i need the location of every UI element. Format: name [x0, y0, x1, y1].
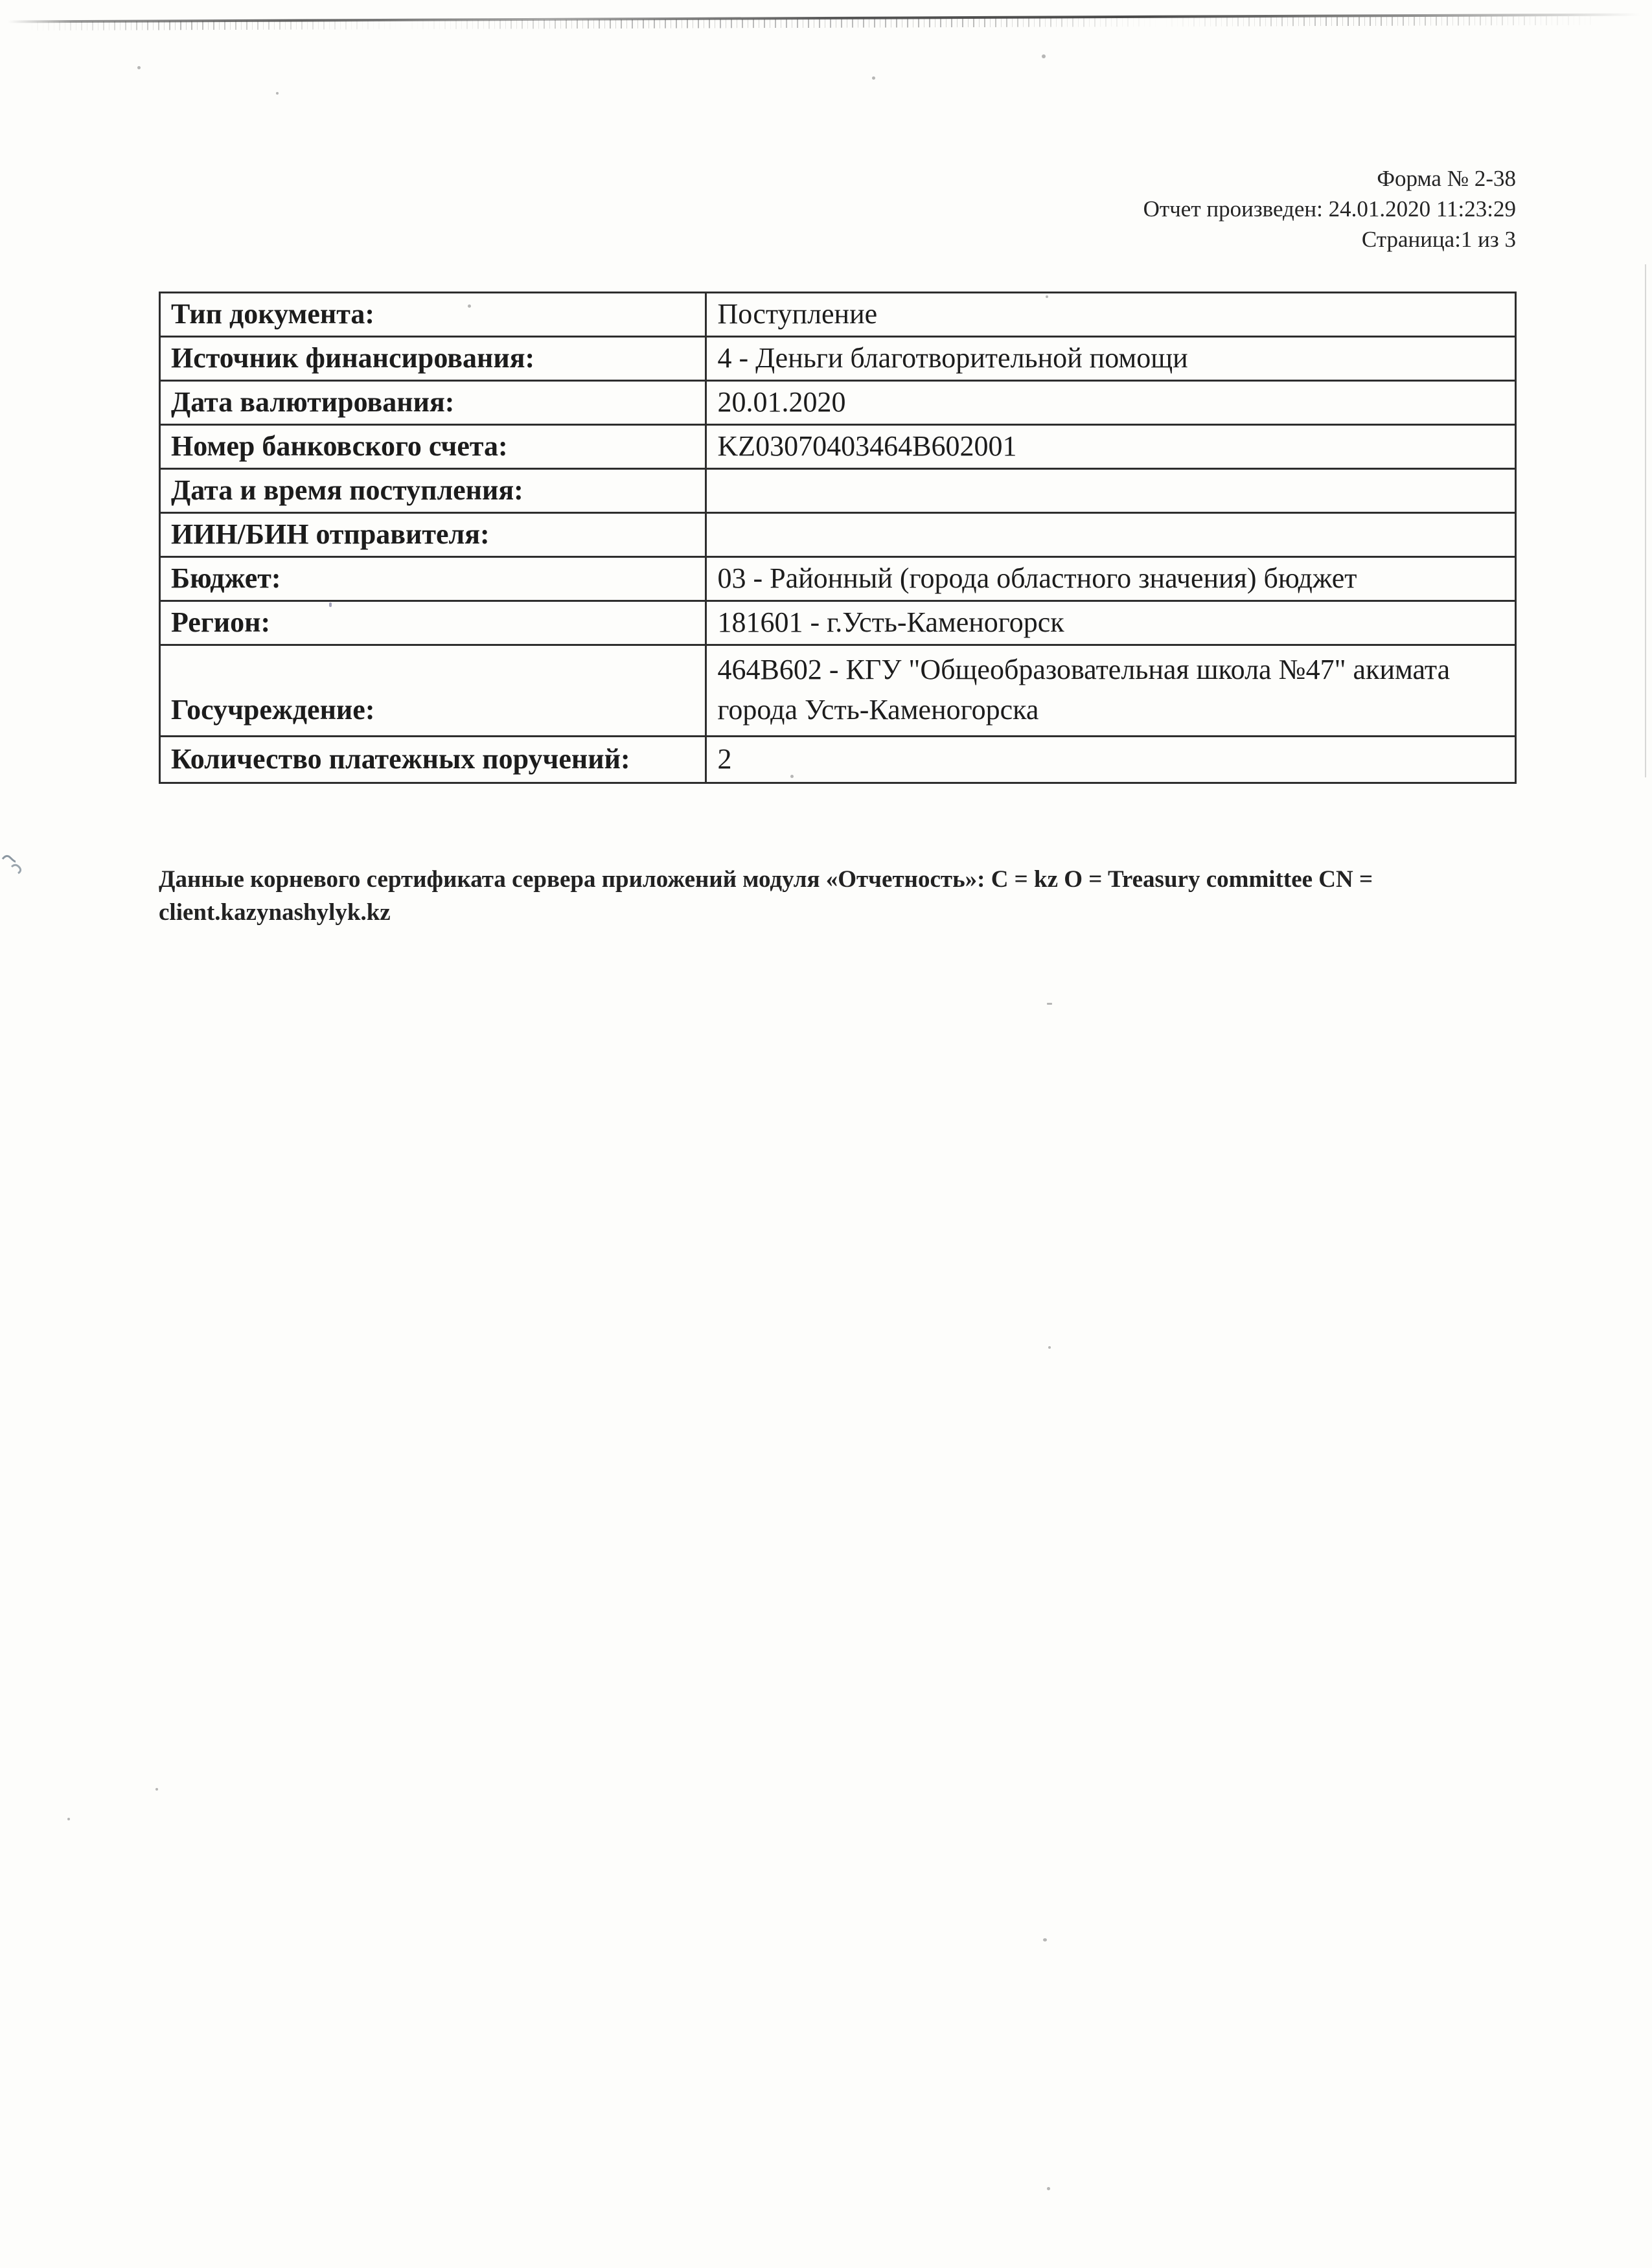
row-value — [706, 513, 1516, 557]
row-value: Поступление — [706, 293, 1516, 337]
certificate-note: Данные корневого сертификата сервера приложений модуля «Отчетность»: C = kz O = Treasury committee CN = client.kazynashylyk.kz — [159, 866, 1373, 926]
row-label: Бюджет: — [160, 557, 706, 601]
scan-noise-speck — [872, 76, 875, 80]
row-value: 464B602 - КГУ "Общеобразовательная школа №47" акимата города Усть-Каменогорска — [706, 645, 1516, 737]
report-header — [1143, 163, 1516, 255]
scanner-artifact-right-line — [1645, 264, 1646, 777]
scan-noise-speck — [1047, 2187, 1050, 2190]
table-row-receipt-datetime — [160, 469, 1516, 513]
scan-noise-speck — [67, 1818, 70, 1820]
scan-noise-speck — [1046, 295, 1048, 298]
scan-noise-speck — [1043, 1938, 1047, 1942]
row-label: ИИН/БИН отправителя: — [160, 513, 706, 557]
page-indicator: Страница:1 из 3 — [1361, 227, 1516, 252]
row-label: Дата валютирования: — [160, 381, 706, 425]
row-value: 4 - Деньги благотворительной помощи — [706, 337, 1516, 381]
row-label: Тип документа: — [160, 293, 706, 337]
scan-noise-speck — [137, 66, 141, 69]
table-row-payment-orders-count — [160, 737, 1516, 783]
form-number: Форма № 2-38 — [1377, 166, 1516, 191]
pen-mark — [0, 850, 31, 895]
table-row-budget — [160, 557, 1516, 601]
table-row-document-type — [160, 293, 1516, 337]
scanner-artifact-top-hairs — [26, 16, 1600, 30]
row-label: Госучреждение: — [160, 645, 706, 737]
row-value: 2 — [706, 737, 1516, 783]
table-row-bank-account-number — [160, 425, 1516, 469]
scan-noise-speck — [790, 775, 794, 778]
scan-noise-speck — [1048, 1346, 1051, 1349]
document-info-table — [159, 292, 1517, 784]
scan-noise-speck — [155, 1788, 158, 1791]
row-label: Номер банковского счета: — [160, 425, 706, 469]
scan-noise-speck — [329, 602, 332, 607]
row-label: Регион: — [160, 601, 706, 645]
scan-noise-speck — [1047, 1003, 1052, 1005]
row-value: KZ03070403464B602001 — [706, 425, 1516, 469]
table-row-value-date — [160, 381, 1516, 425]
row-value: 03 - Районный (города областного значения) бюджет — [706, 557, 1516, 601]
row-label: Источник финансирования: — [160, 337, 706, 381]
row-value: 181601 - г.Усть-Каменогорск — [706, 601, 1516, 645]
scan-noise-speck — [468, 304, 471, 308]
table-row-state-institution — [160, 645, 1516, 737]
row-label: Дата и время поступления: — [160, 469, 706, 513]
row-value — [706, 469, 1516, 513]
table-row-funding-source — [160, 337, 1516, 381]
table-row-sender-iin-bin — [160, 513, 1516, 557]
table-row-region — [160, 601, 1516, 645]
report-generated-timestamp: Отчет произведен: 24.01.2020 11:23:29 — [1143, 196, 1516, 222]
row-value: 20.01.2020 — [706, 381, 1516, 425]
scan-noise-speck — [276, 92, 279, 95]
scan-noise-speck — [1042, 54, 1046, 58]
row-label: Количество платежных поручений: — [160, 737, 706, 783]
